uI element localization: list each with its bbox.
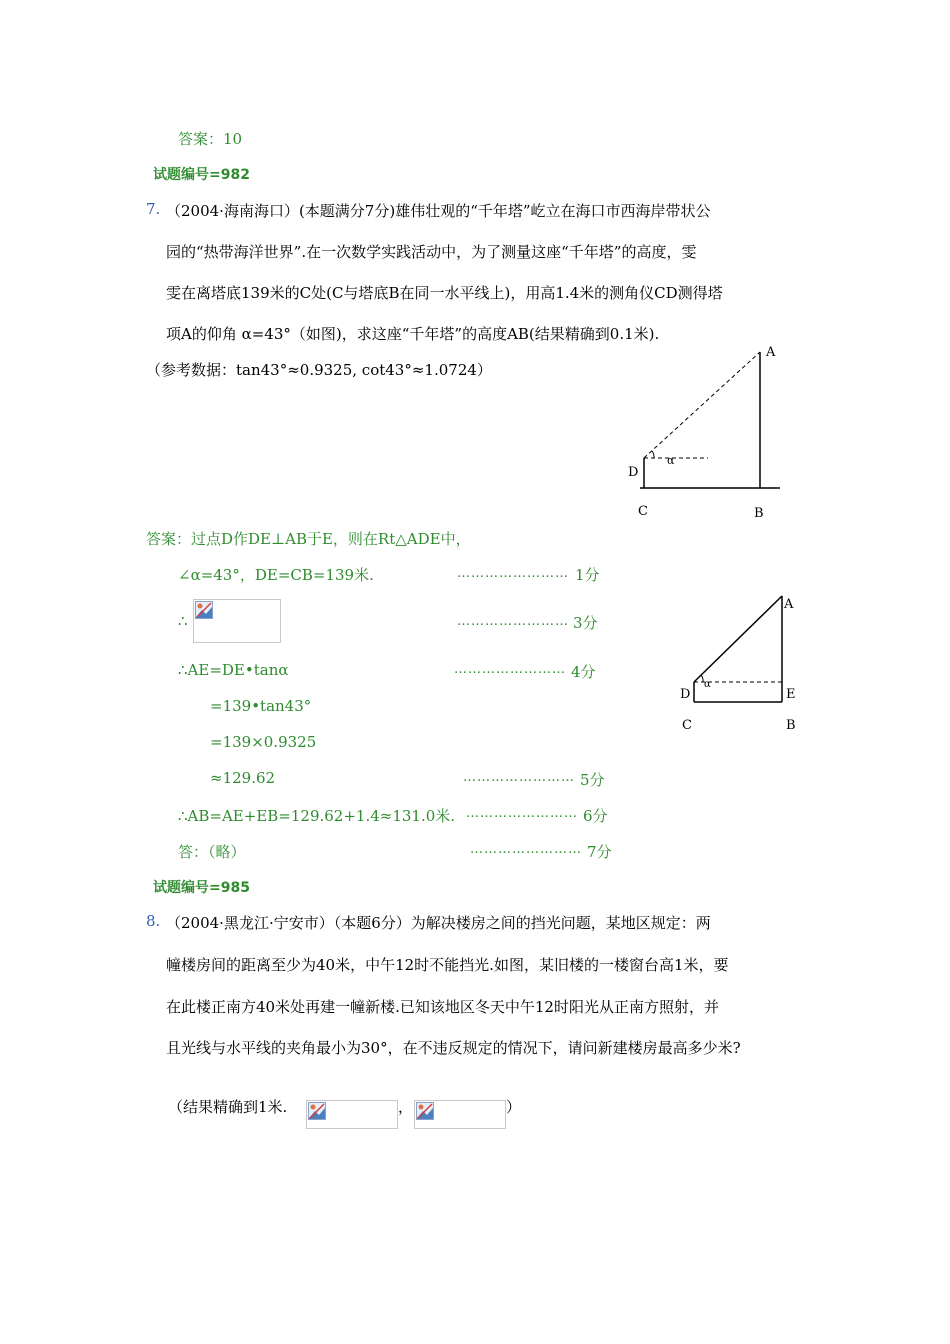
answer-step-1: ∠α=43°，DE=CB=139米. [178,566,374,584]
question-id-982: 试题编号=982 [153,167,250,183]
answer-step-1-dots: …………………… [457,566,569,581]
alpha-label: α [704,679,711,690]
angle-arc [701,675,703,682]
answer-step-3-score: 4分 [571,663,596,681]
q8-note-separator: ， [398,1098,414,1116]
label-a: A [784,597,794,612]
answer-step-3: ∴AE=DE•tanα [178,661,289,679]
broken-image-icon [195,601,213,619]
answer-step-3-dots: …………………… [454,662,566,677]
previous-answer: 答案：10 [178,130,243,148]
label-e: E [786,687,796,702]
q7-answer-figure [670,590,810,740]
q7-text-line-4: 项A的仰角 α=43°（如图)，求这座“千年塔”的高度AB(结果精确到0.1米). [166,325,660,343]
q8-note-prefix: （结果精确到1米. [168,1098,288,1116]
broken-image-icon [416,1102,434,1120]
question-number-8: 8. [146,912,161,930]
q7-figure-tower [620,340,790,525]
question-id-985: 试题编号=985 [153,880,250,896]
hypotenuse-da-line [694,596,782,682]
alpha-label: α [667,454,675,467]
q8-note-suffix: ） [506,1098,522,1116]
question-number-7: 7. [146,200,161,218]
broken-image-icon [308,1102,326,1120]
sight-line [644,352,760,458]
q7-text-line-2: 园的“热带海洋世界”.在一次数学实践活动中，为了测量这座“千年塔”的高度，雯 [166,243,697,261]
answer-step-7: ∴AB=AE+EB=129.62+1.4≈131.0米. [178,807,456,825]
answer-step-6-score: 5分 [580,771,605,789]
label-d: D [680,687,691,702]
label-c: C [682,718,692,733]
label-b: B [786,718,796,733]
q7-answer-intro: 答案：过点D作DE⊥AB于E，则在Rt△ADE中， [146,530,471,548]
q7-text-line-3: 雯在离塔底139米的C处(C与塔底B在同一水平线上)，用高1.4米的测角仪CD测得塔 [166,284,723,302]
q8-text-line-1: （2004·黑龙江·宁安市）（本题6分）为解决楼房之间的挡光问题，某地区规定：两 [166,914,711,932]
answer-step-8-dots: …………………… [470,842,582,857]
answer-step-7-score: 6分 [583,807,608,825]
label-d: D [628,465,639,480]
answer-step-8-score: 7分 [587,843,612,861]
angle-arc [652,451,654,458]
q7-reference-data: （参考数据：tan43°≈0.9325, cot43°≈1.0724） [146,361,492,379]
answer-step-2: ∴ [178,612,188,630]
answer-step-4: =139•tan43° [210,697,312,715]
label-b: B [754,506,764,521]
label-c: C [638,504,648,519]
formula-image-placeholder-2 [414,1100,506,1129]
answer-step-6: ≈129.62 [210,769,276,787]
answer-step-1-score: 1分 [575,566,600,584]
q7-text-line-1: （2004·海南海口）(本题满分7分)雄伟壮观的“千年塔”屹立在海口市西海岸带状公 [166,202,711,220]
answer-step-2-dots: …………………… [457,614,569,629]
answer-step-2-score: 3分 [573,614,598,632]
answer-step-8: 答：（略） [178,843,246,861]
q8-text-line-4: 且光线与水平线的夹角最小为30°，在不违反规定的情况下，请问新建楼房最高多少米? [166,1039,741,1057]
answer-step-5: =139×0.9325 [210,733,317,751]
formula-image-placeholder [193,599,281,643]
answer-step-7-dots: …………………… [466,806,578,821]
label-a: A [766,345,776,360]
answer-step-6-dots: …………………… [463,770,575,785]
q8-text-line-2: 幢楼房间的距离至少为40米，中午12时不能挡光.如图，某旧楼的一楼窗台高1米，要 [166,956,729,974]
formula-image-placeholder-1 [306,1100,398,1129]
q8-text-line-3: 在此楼正南方40米处再建一幢新楼.已知该地区冬天中午12时阳光从正南方照射，并 [166,998,719,1016]
